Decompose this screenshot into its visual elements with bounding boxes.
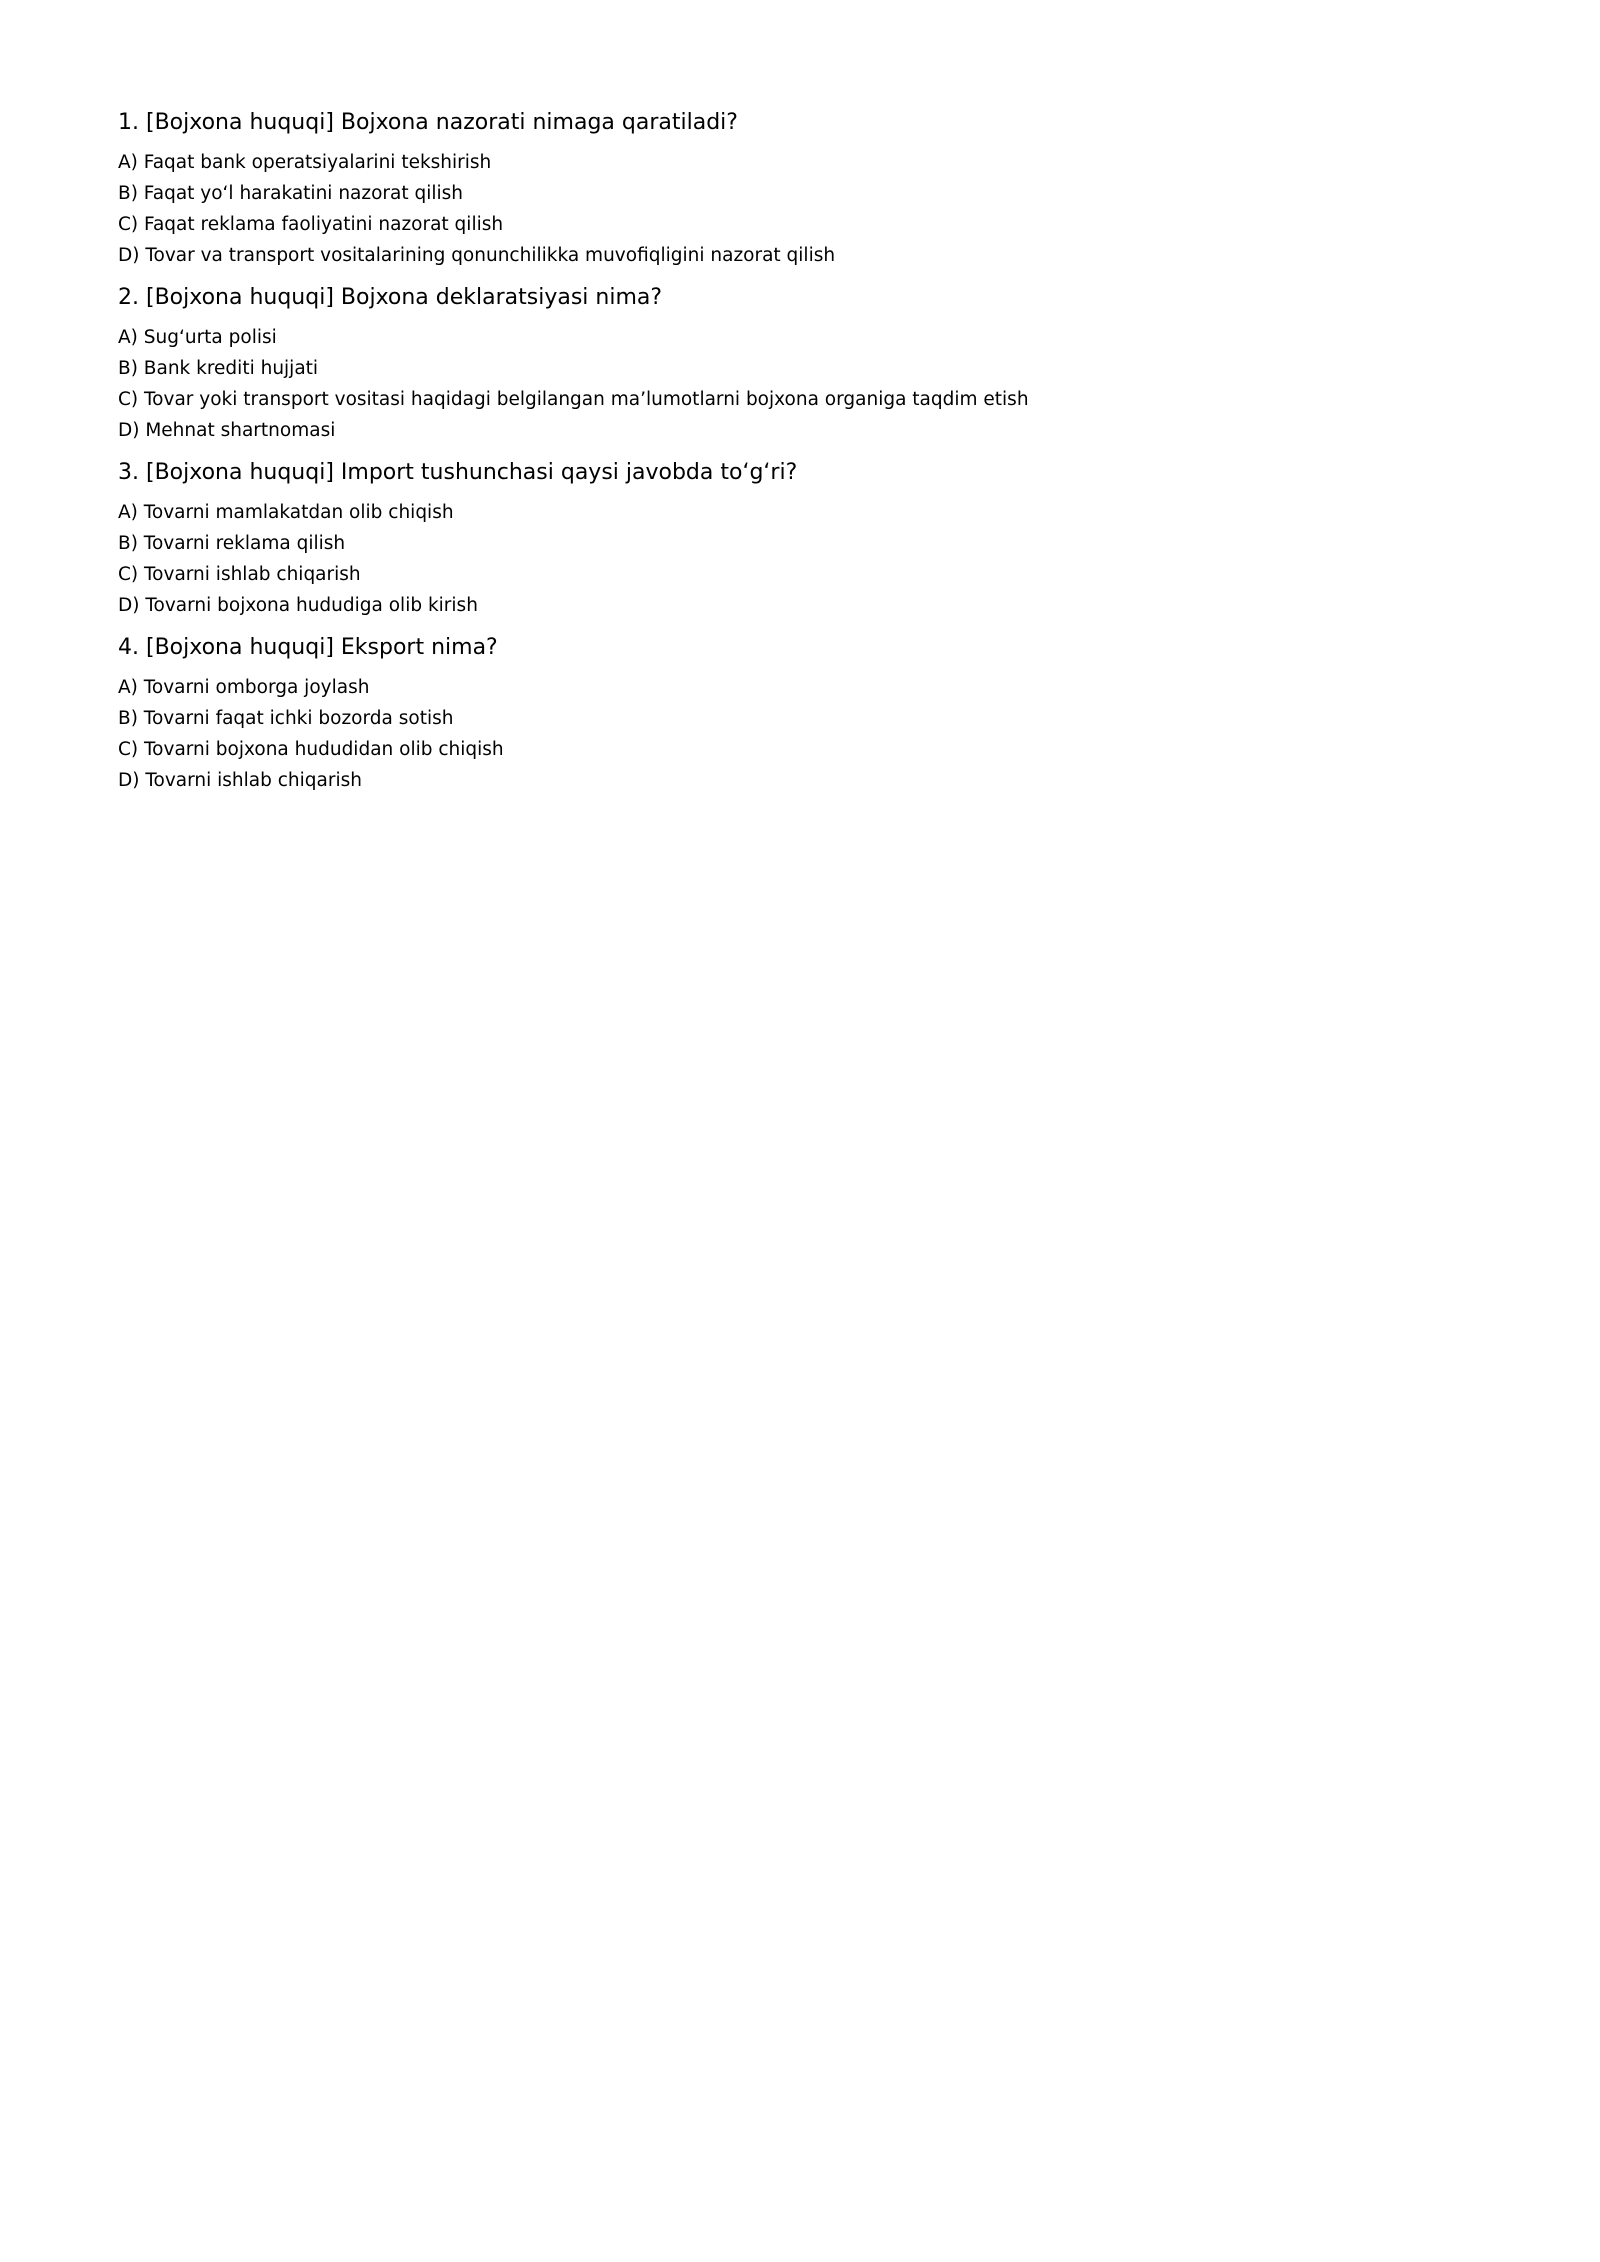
- options-list: [118, 147, 1518, 271]
- question-title: 3. [Bojxona huquqi] Import tushunchasi qaysi javobda to‘g‘ri?: [118, 460, 798, 485]
- option-d: D) Tovarni bojxona hududiga olib kirish: [118, 595, 478, 616]
- option-d: D) Mehnat shartnomasi: [118, 420, 336, 441]
- option-c: C) Tovarni ishlab chiqarish: [118, 564, 361, 585]
- question-4: [118, 633, 1518, 796]
- option-b: B) Tovarni reklama qilish: [118, 533, 346, 554]
- option-b: B) Bank krediti hujjati: [118, 358, 319, 379]
- option-c: C) Tovar yoki transport vositasi haqidagi belgilangan ma’lumotlarni bojxona organiga taqdim etish: [118, 389, 1029, 410]
- question-title: 2. [Bojxona huquqi] Bojxona deklaratsiyasi nima?: [118, 285, 663, 310]
- options-list: [118, 497, 1518, 621]
- question-3: [118, 458, 1518, 621]
- option-d: D) Tovarni ishlab chiqarish: [118, 770, 362, 791]
- option-c: C) Faqat reklama faoliyatini nazorat qilish: [118, 214, 504, 235]
- document-page: [118, 108, 1518, 808]
- question-1: [118, 108, 1518, 271]
- option-b: B) Faqat yo‘l harakatini nazorat qilish: [118, 183, 464, 204]
- option-b: B) Tovarni faqat ichki bozorda sotish: [118, 708, 454, 729]
- option-d: D) Tovar va transport vositalarining qonunchilikka muvofiqligini nazorat qilish: [118, 245, 836, 266]
- question-title: 4. [Bojxona huquqi] Eksport nima?: [118, 635, 498, 660]
- options-list: [118, 672, 1518, 796]
- option-a: A) Faqat bank operatsiyalarini tekshirish: [118, 152, 492, 173]
- option-a: A) Tovarni omborga joylash: [118, 677, 370, 698]
- question-title: 1. [Bojxona huquqi] Bojxona nazorati nimaga qaratiladi?: [118, 110, 738, 135]
- option-a: A) Tovarni mamlakatdan olib chiqish: [118, 502, 454, 523]
- option-c: C) Tovarni bojxona hududidan olib chiqish: [118, 739, 504, 760]
- options-list: [118, 322, 1518, 446]
- question-2: [118, 283, 1518, 446]
- option-a: A) Sug‘urta polisi: [118, 327, 277, 348]
